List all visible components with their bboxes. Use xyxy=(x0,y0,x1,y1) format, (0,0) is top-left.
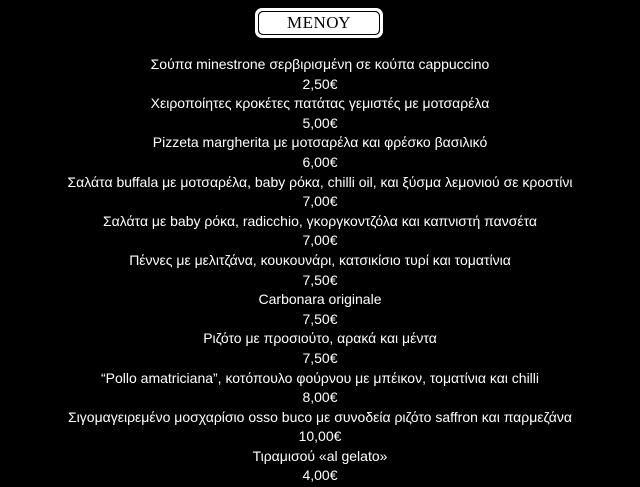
menu-item-name: Σαλάτα με baby ρόκα, radicchio, γκοργκοντζόλα και καπνιστή πανσέτα xyxy=(102,212,538,229)
menu-title xyxy=(255,8,383,38)
menu-item-price: 2,50€ xyxy=(302,75,338,92)
menu-item xyxy=(0,94,640,133)
menu-item-name: Τιραμισού «al gelato» xyxy=(252,447,388,464)
menu-item-name: Σαλάτα buffala με μοτσαρέλα, baby ρόκα, chilli oil, και ξύσμα λεμονιού σε κροστίνι xyxy=(67,173,573,190)
menu-item-price: 10,00€ xyxy=(298,428,342,445)
menu-item-name: Σούπα minestrone σερβιρισμένη σε κούπα cappuccino xyxy=(150,56,490,72)
menu-item-name: Χειροποίητες κροκέτες πατάτας γεμιστές με μοτσαρέλα xyxy=(150,95,490,112)
menu-item-price: 7,50€ xyxy=(302,310,338,327)
menu-item xyxy=(0,290,640,329)
menu-item-price: 5,00€ xyxy=(302,114,338,131)
menu-list xyxy=(0,55,640,486)
menu-item xyxy=(0,329,640,368)
menu-item xyxy=(0,212,640,251)
menu-item-price: 4,00€ xyxy=(302,467,338,484)
menu-item xyxy=(0,55,640,94)
menu-item-price: 7,00€ xyxy=(302,232,338,249)
menu-item-name: Carbonara originale xyxy=(258,291,382,308)
menu-item-price: 7,00€ xyxy=(302,193,338,210)
menu-item xyxy=(0,173,640,212)
menu-item xyxy=(0,447,640,486)
menu-item xyxy=(0,408,640,447)
menu-item-price: 6,00€ xyxy=(302,153,338,170)
menu-item-name: Σιγομαγειρεμένο μοσχαρίσιο osso buco με συνοδεία ριζότο saffron και παρμεζάνα xyxy=(68,408,572,425)
menu-item-price: 7,50€ xyxy=(302,271,338,288)
menu-item-name: “Pollo amatriciana”, κοτόπουλο φούρνου με μπέικον, τοματίνια και chilli xyxy=(100,369,540,386)
menu-item xyxy=(0,369,640,408)
menu-item-price: 8,00€ xyxy=(302,389,338,406)
menu-item xyxy=(0,251,640,290)
menu-title-text: ΜΕΝΟΥ xyxy=(287,13,351,32)
menu-item-name: Pizzeta margherita με μοτσαρέλα και φρέσκο βασιλικό xyxy=(152,134,488,151)
menu-item-name: Πέννες με μελιτζάνα, κουκουνάρι, κατσικίσιο τυρί και τοματίνια xyxy=(129,251,511,268)
menu-item-name: Ριζότο με προσιούτο, αρακά και μέντα xyxy=(203,330,437,347)
menu-item xyxy=(0,133,640,172)
menu-item-price: 7,50€ xyxy=(302,349,338,366)
